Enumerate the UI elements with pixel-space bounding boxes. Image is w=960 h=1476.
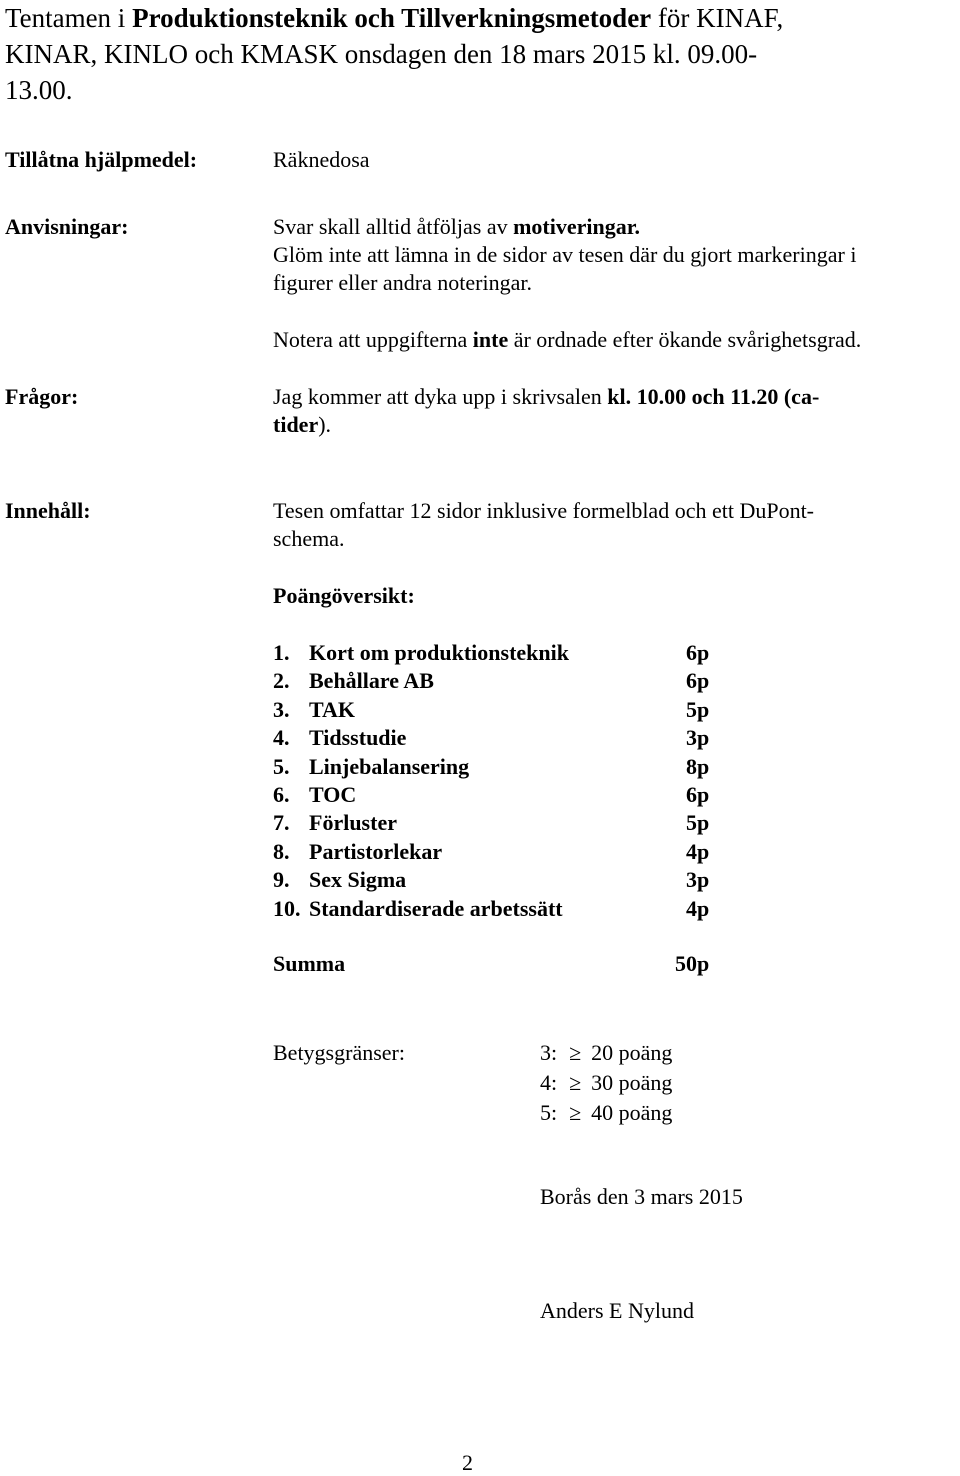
anvisningar-line-4	[273, 327, 861, 353]
anvisningar-line-4-suffix: är ordnade efter ökande svårighetsgrad.	[508, 327, 862, 352]
poang-row	[273, 640, 733, 668]
poang-row-points: 6p	[686, 782, 710, 807]
betyg-threshold: 20 poäng	[591, 1040, 673, 1065]
poang-row-points: 6p	[686, 640, 710, 665]
poang-row-points: 4p	[686, 839, 710, 864]
poang-row-points: 3p	[686, 867, 710, 892]
anvisningar-motiveringar: motiveringar.	[513, 214, 640, 239]
anvisningar-line-1	[273, 214, 640, 240]
document-title-line-1	[5, 0, 783, 36]
poang-row-name: Tidsstudie	[309, 725, 407, 750]
anvisningar-line-2: Glöm inte att lämna in de sidor av tesen där du gjort markeringar i	[273, 242, 857, 267]
poang-row-name: Sex Sigma	[309, 867, 407, 892]
poang-row-name: Linjebalansering	[309, 754, 470, 779]
hjalpmedel-value: Räknedosa	[273, 147, 370, 172]
betyg-grade: 3:	[540, 1040, 558, 1065]
summa-value: 50p	[675, 951, 710, 976]
poang-row-number: 6.	[273, 782, 290, 807]
anvisningar-label: Anvisningar:	[5, 214, 129, 239]
anvisningar-line-4-prefix: Notera att uppgifterna	[273, 327, 473, 352]
document-title-line-2: KINAR, KINLO och KMASK onsdagen den 18 mars 2015 kl. 09.00-	[5, 39, 758, 69]
poang-row-points: 5p	[686, 810, 710, 835]
poang-row-number: 8.	[273, 839, 290, 864]
poang-row-points: 6p	[686, 668, 710, 693]
greater-or-equal-icon: ≥	[569, 1040, 582, 1065]
fragor-line-2	[273, 412, 331, 438]
poang-row-name: Partistorlekar	[309, 839, 443, 864]
title-suffix: för KINAF,	[651, 3, 784, 33]
poang-row-name: Förluster	[309, 810, 397, 835]
place-date: Borås den 3 mars 2015	[540, 1184, 743, 1209]
poang-row-name: Kort om produktionsteknik	[309, 640, 569, 665]
anvisningar-line-3: figurer eller andra noteringar.	[273, 270, 532, 295]
poang-row-points: 3p	[686, 725, 710, 750]
poang-row	[273, 810, 733, 838]
poang-row	[273, 725, 733, 753]
poang-row-number: 10.	[273, 896, 301, 921]
poang-row-number: 4.	[273, 725, 290, 750]
document-title-line-3: 13.00.	[5, 75, 73, 105]
anvisningar-line-1-text: Svar skall alltid åtföljas av	[273, 214, 514, 239]
author-name: Anders E Nylund	[540, 1298, 694, 1323]
fragor-line-1	[273, 384, 819, 410]
poang-row-number: 1.	[273, 640, 290, 665]
betyg-threshold: 40 poäng	[591, 1100, 673, 1125]
poang-row-number: 7.	[273, 810, 290, 835]
betyg-label: Betygsgränser:	[273, 1040, 405, 1065]
fragor-line-1-prefix: Jag kommer att dyka upp i skrivsalen	[273, 384, 608, 409]
poang-row-number: 3.	[273, 697, 290, 722]
summa-row	[273, 951, 733, 979]
poang-row-number: 5.	[273, 754, 290, 779]
poang-row	[273, 782, 733, 810]
poang-row-points: 4p	[686, 896, 710, 921]
betyg-row	[540, 1070, 672, 1096]
hjalpmedel-label: Tillåtna hjälpmedel:	[5, 147, 198, 172]
greater-or-equal-icon: ≥	[569, 1070, 582, 1095]
poang-row-number: 9.	[273, 867, 290, 892]
greater-or-equal-icon: ≥	[569, 1100, 582, 1125]
betyg-threshold: 30 poäng	[591, 1070, 673, 1095]
innehall-label: Innehåll:	[5, 498, 91, 523]
poang-row-points: 5p	[686, 697, 710, 722]
fragor-label: Frågor:	[5, 384, 79, 409]
innehall-line-2: schema.	[273, 526, 345, 551]
title-prefix: Tentamen i	[5, 3, 133, 33]
page-number: 2	[462, 1450, 473, 1475]
poang-row	[273, 754, 733, 782]
course-name: Produktionsteknik och Tillverkningsmetoder	[132, 3, 652, 33]
poang-row-name: TAK	[309, 697, 356, 722]
poang-heading: Poängöversikt:	[273, 583, 415, 608]
fragor-line-1-bold: kl. 10.00 och 11.20 (ca-	[607, 384, 820, 409]
poang-row-name: Behållare AB	[309, 668, 434, 693]
poang-row-number: 2.	[273, 668, 290, 693]
poang-row	[273, 668, 733, 696]
fragor-line-2-suffix: ).	[318, 412, 332, 437]
fragor-line-2-bold: tider	[273, 412, 319, 437]
poang-row	[273, 867, 733, 895]
poang-row	[273, 896, 733, 924]
betyg-row	[540, 1040, 672, 1066]
anvisningar-line-4-bold: inte	[472, 327, 509, 352]
poang-row-name: Standardiserade arbetssätt	[309, 896, 563, 921]
poang-row-name: TOC	[309, 782, 357, 807]
poang-row	[273, 839, 733, 867]
summa-label: Summa	[273, 951, 346, 976]
poang-row-points: 8p	[686, 754, 710, 779]
betyg-grade: 4:	[540, 1070, 558, 1095]
betyg-grade: 5:	[540, 1100, 558, 1125]
innehall-line-1: Tesen omfattar 12 sidor inklusive formelblad och ett DuPont-	[273, 498, 815, 523]
poang-row	[273, 697, 733, 725]
betyg-row	[540, 1100, 672, 1126]
